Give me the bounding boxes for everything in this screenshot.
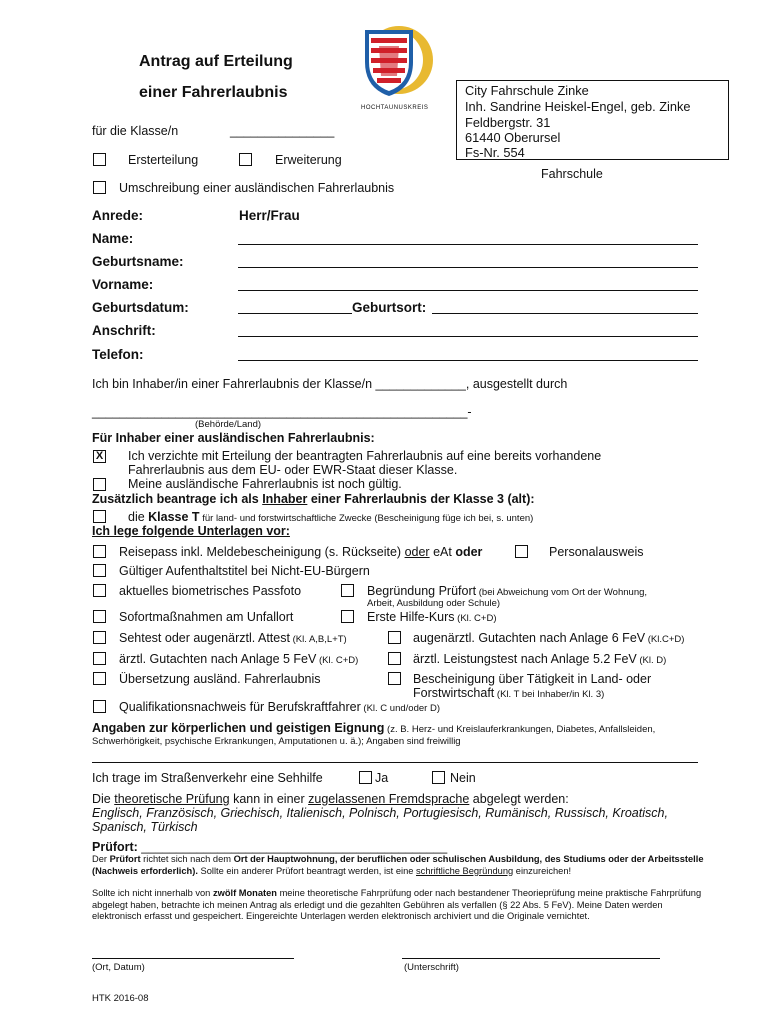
uebersetzung-label: Übersetzung ausländ. Fahrerlaubnis [119,672,321,686]
passfoto-checkbox[interactable] [93,584,106,597]
verzicht-text-line1: Ich verzichte mit Erteilung der beantragten Fahrerlaubnis auf eine bereits vorhandene [128,449,602,463]
qualifikation-label: Qualifikationsnachweis für Berufskraftfahrer (Kl. C und/oder D) [119,700,440,714]
sehhilfe-nein-label: Nein [450,771,476,785]
sehhilfe-ja-checkbox[interactable] [359,771,372,784]
language-list-line2: Spanisch, Türkisch [92,820,198,834]
ort-datum-field[interactable] [92,958,294,959]
umschreibung-label: Umschreibung einer ausländischen Fahrerlaubnis [119,181,395,195]
ort-datum-caption: (Ort, Datum) [92,962,145,973]
personalausweis-checkbox[interactable] [515,545,528,558]
sofort-label: Sofortmaßnahmen am Unfallort [119,610,294,624]
sehhilfe-ja-label: Ja [375,771,389,785]
noch-gueltig-checkbox[interactable] [93,478,106,491]
signature-caption: (Unterschrift) [404,962,459,973]
ersterteilung-label: Ersterteilung [128,153,199,167]
bescheinigung-label-line2: Forstwirtschaft (Kl. T bei Inhaber/in Kl. 3) [413,686,605,700]
sehtest-label: Sehtest oder augenärztl. Attest (Kl. A,B,L+T) [119,631,347,645]
school-owner: Inh. Sandrine Heiskel-Engel, geb. Zinke [465,99,691,114]
sofort-checkbox[interactable] [93,610,106,623]
pruefort-field[interactable]: ____________________________________________ [137,840,448,854]
ersterteilung-checkbox[interactable] [93,153,106,166]
leistungstest-checkbox[interactable] [388,652,401,665]
language-list-line1: Englisch, Französisch, Griechisch, Italienisch, Polnisch, Portugiesisch, Rumänisch, Russisch, Kroatisch, [92,806,668,820]
vorname-field[interactable] [238,290,698,291]
bescheinigung-label-line1: Bescheinigung über Tätigkeit in Land- oder [413,672,652,686]
qualifikation-checkbox[interactable] [93,700,106,713]
school-number: Fs-Nr. 554 [465,145,525,160]
school-street: Feldbergstr. 31 [465,115,551,130]
deadline-note: Sollte ich nicht innerhalb von zwölf Monaten meine theoretische Fahrprüfung oder nach bestandener Theorieprüfung meine praktische Fahrprüfung abgelegt haben, betrachte ich meinen Antrag als erledigt und die gezahlten Gebühren als verfallen (§ 22 Abs. 5 FeV). Meine Daten werden elektronisch erfasst und gespeichert. Eingereichte Unterlagen werden elektronisch archiviert und die Originale vernichtet. [92,888,702,921]
begruendung-label: Begründung Prüfort (bei Abweichung vom Ort der Wohnung, [367,584,648,598]
erste-hilfe-label: Erste Hilfe-Kurs (Kl. C+D) [367,610,497,624]
anrede-value: Herr/Frau [239,208,300,223]
form-title-line1: Antrag auf Erteilung [139,53,293,70]
language-sentence: Die theoretische Prüfung kann in einer zugelassenen Fremdsprache abgelegt werden: [92,792,569,806]
coat-of-arms-logo [357,22,437,104]
signature-field[interactable] [402,958,660,959]
aerztl-gutachten-checkbox[interactable] [93,652,106,665]
reisepass-label: Reisepass inkl. Meldebescheinigung (s. Rückseite) oder eAt oder [119,545,483,559]
health-text: Schwerhörigkeit, psychische Erkrankungen, Amputationen u. ä.); Angaben sind freiwillig [92,736,461,747]
logo-caption: HOCHTAUNUSKREIS [361,105,429,111]
name-field[interactable] [238,244,698,245]
personalausweis-label: Personalausweis [549,545,644,559]
bescheinigung-checkbox[interactable] [388,672,401,685]
telefon-label: Telefon: [92,347,144,362]
verzicht-checkbox[interactable]: X [93,450,106,463]
holder-sentence: Ich bin Inhaber/in einer Fahrerlaubnis der Klasse/n _____________, ausgestellt durch [92,377,568,391]
geburtsname-field[interactable] [238,267,698,268]
augen-gutachten-checkbox[interactable] [388,631,401,644]
sehhilfe-label: Ich trage im Straßenverkehr eine Sehhilfe [92,771,323,785]
klasse-field[interactable]: _______________ [230,124,335,138]
reisepass-checkbox[interactable] [93,545,106,558]
vorname-label: Vorname: [92,277,154,292]
klasse3-heading: Zusätzlich beantrage ich als Inhaber einer Fahrerlaubnis der Klasse 3 (alt): [92,492,535,506]
school-city: 61440 Oberursel [465,130,561,145]
geburtsdatum-label: Geburtsdatum: [92,300,189,315]
behoerde-field[interactable]: ______________________________________________________- [92,405,472,419]
pruefort-note: Der Prüfort richtet sich nach dem Ort der Hauptwohnung, der beruflichen oder schulischen Ausbildung, des Studiums oder der Arbeitsstelle (Nachweis erforderlich). Sollte ein anderer Prüfort beantragt werden, ist eine schriftliche Begründung einzureichen! [92,854,704,876]
documents-heading: Ich lege folgende Unterlagen vor: [92,524,290,538]
begruendung-note: Arbeit, Ausbildung oder Schule) [367,598,501,609]
erweiterung-label: Erweiterung [275,153,342,167]
leistungstest-label: ärztl. Leistungstest nach Anlage 5.2 FeV (Kl. D) [413,652,667,666]
klasse-t-checkbox[interactable] [93,510,106,523]
driving-school-box [456,80,729,160]
noch-gueltig-label: Meine ausländische Fahrerlaubnis ist noch gültig. [128,477,402,491]
sehhilfe-nein-checkbox[interactable] [432,771,445,784]
erste-hilfe-checkbox[interactable] [341,610,354,623]
geburtsname-label: Geburtsname: [92,254,184,269]
klasse-t-label: die Klasse T für land- und forstwirtschaftliche Zwecke (Bescheinigung füge ich bei, s. unten) [128,510,534,524]
klasse-label: für die Klasse/n [92,124,179,138]
aufenthaltstitel-label: Gültiger Aufenthaltstitel bei Nicht-EU-Bürgern [119,564,370,578]
augen-gutachten-label: augenärztl. Gutachten nach Anlage 6 FeV (Kl.C+D) [413,631,685,645]
umschreibung-checkbox[interactable] [93,181,106,194]
aerztl-gutachten-label: ärztl. Gutachten nach Anlage 5 FeV (Kl. C+D) [119,652,359,666]
foreign-heading: Für Inhaber einer ausländischen Fahrerlaubnis: [92,431,375,445]
sehtest-checkbox[interactable] [93,631,106,644]
health-field[interactable] [92,762,698,763]
pruefort-line: Prüfort: ____________________________________________ [92,840,448,854]
verzicht-text-line2: Fahrerlaubnis aus dem EU- oder EWR-Staat dieser Klasse. [128,463,458,477]
aufenthaltstitel-checkbox[interactable] [93,564,106,577]
geburtsort-field[interactable] [432,313,698,314]
telefon-field[interactable] [238,360,698,361]
anschrift-field[interactable] [238,336,698,337]
passfoto-label: aktuelles biometrisches Passfoto [119,584,302,598]
anrede-label: Anrede: [92,208,144,223]
school-caption: Fahrschule [541,167,603,181]
name-label: Name: [92,231,134,246]
anschrift-label: Anschrift: [92,323,156,338]
begruendung-checkbox[interactable] [341,584,354,597]
erweiterung-checkbox[interactable] [239,153,252,166]
school-name: City Fahrschule Zinke [465,83,589,98]
uebersetzung-checkbox[interactable] [93,672,106,685]
form-title-line2: einer Fahrerlaubnis [139,84,288,101]
geburtsdatum-field[interactable] [238,313,352,314]
geburtsort-label: Geburtsort: [352,300,427,315]
health-heading: Angaben zur körperlichen und geistigen Eignung (z. B. Herz- und Kreislauferkrankungen, Diabetes, Anfallsleiden, [92,721,656,735]
form-code: HTK 2016-08 [92,993,149,1004]
behoerde-caption: (Behörde/Land) [195,419,262,430]
